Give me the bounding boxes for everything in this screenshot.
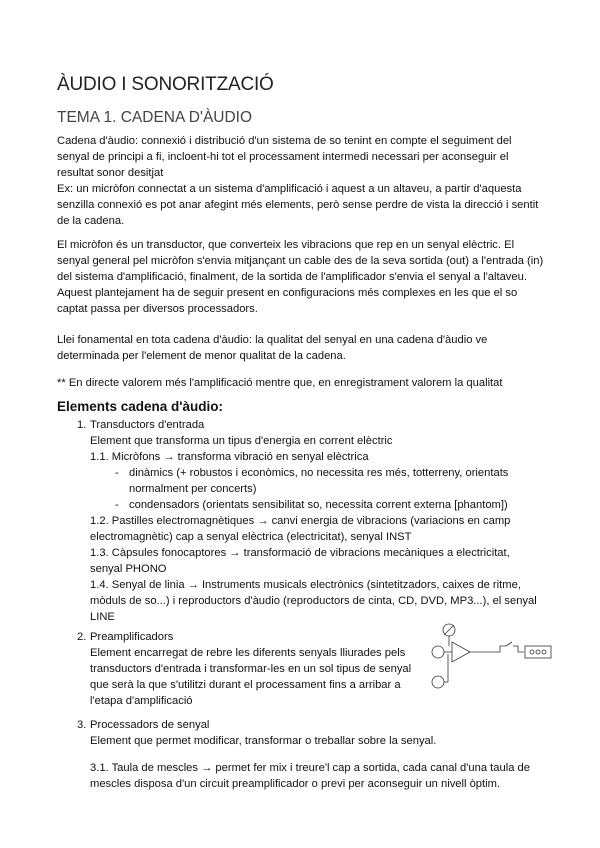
text-line: Element que permet modificar, transformar o treballar sobre la senyal. (90, 735, 437, 747)
item-number: 1. (77, 419, 87, 431)
output-box-icon (525, 646, 551, 658)
text-line: l'etapa d'amplificació (90, 695, 193, 707)
item-title: Preamplificadors (90, 631, 174, 643)
text-line: Cadena d'àudio: connexió i distribució d'un sistema de so tenint en compte el seguiment del (57, 135, 512, 147)
text-line: 1.2. Pastilles electromagnètiques → canvi energia de vibracions (variacions en camp (90, 515, 511, 527)
text-line: captat passa per diversos processadors. (57, 303, 258, 315)
xlr-input-icon (432, 646, 444, 658)
text-line: mòduls de so...) i reproductors d'àudio (reproductors de cinta, CD, DVD, MP3...), el senyal (90, 595, 537, 607)
text-line: normalment per concerts) (129, 483, 257, 495)
text-line: 3.1. Taula de mescles → permet fer mix i treure'l cap a sortida, cada canal d'una taula de (90, 762, 530, 774)
text-line: electromagnètic) cap a senyal elèctrica (electricitat), senyal INST (90, 531, 412, 543)
text-line: senzilla connexió es pot anar afegint més elements, però sense perdre de vista la direcció i sentit (57, 199, 539, 211)
text-line: 1.4. Senyal de linia → Instruments musicals electrònics (sintetitzadors, caixes de ritme, (90, 579, 521, 591)
text-line: transductors d'entrada i transformar-les en un sol tipus de senyal (90, 663, 412, 675)
note-line: ** En directe valorem més l'amplificació mentre que, en enregistrament valorem la qualitat (57, 377, 503, 389)
text-line: Aquest plantejament ha de seguir present en configuracions més complexes en les que el so (57, 287, 518, 299)
dash-bullet: - (115, 499, 119, 511)
section-title: TEMA 1. CADENA D'ÀUDIO (57, 109, 253, 126)
xlr-input-icon (432, 676, 444, 688)
list-item-3 (57, 717, 577, 792)
list-item-1 (57, 417, 577, 625)
text-line: determinada per l'element de menor qualitat de la cadena. (57, 350, 346, 362)
microphone-paragraph (57, 237, 577, 317)
text-line: Llei fonamental en tota cadena d'àudio: la qualitat del senyal en una cadena d'àudio ve (57, 334, 488, 346)
law-paragraph (57, 332, 577, 364)
text-line: senyal general pel micròfon s'envia mitjançant un cable des de la seva sortida (out) a l'entrada (in) (57, 255, 544, 267)
text-line: El micròfon és un transductor, que converteix les vibracions que rep en un senyal elèctric. El (57, 239, 515, 251)
switch-icon (506, 642, 512, 646)
intro-paragraph (57, 133, 577, 229)
item-title: Transductors d'entrada (90, 419, 205, 431)
text-line: que serà la que s'utilitzi durant el processament fins a arribar a (90, 679, 401, 691)
item-title: Processadors de senyal (90, 719, 210, 731)
text-line: mescles disposa d'un circuit preamplificador o previ per aconseguir un nivell òptim. (90, 778, 501, 790)
document-title: ÀUDIO I SONORITZACIÓ (57, 74, 274, 95)
item-number: 3. (77, 719, 87, 731)
preamp-circuit-diagram (428, 622, 553, 694)
dash-bullet: - (115, 467, 119, 479)
text-line: senyal PHONO (90, 563, 167, 575)
text-line: resultat sonor desitjat (57, 167, 164, 179)
text-line: LINE (90, 611, 115, 623)
elements-heading: Elements cadena d'àudio: (57, 399, 224, 414)
text-line: Element que transforma un tipus d'energia en corrent elèctric (90, 435, 393, 447)
text-line: de la cadena. (57, 215, 125, 227)
text-line: 1.1. Micròfons → transforma vibració en senyal elèctrica (90, 451, 369, 463)
text-line: dinàmics (+ robustos i econòmics, no necessita res més, totterreny, orientats (129, 467, 509, 479)
text-line: condensadors (orientats sensibilitat so, necessita corrent externa [phantom]) (129, 499, 508, 511)
amplifier-icon (452, 642, 470, 662)
text-line: Element encarregat de rebre les diferents senyals lliurades pels (90, 647, 406, 659)
item-number: 2. (77, 631, 87, 643)
text-line: del sistema d'amplificació, finalment, de la sortida de l'amplificador s'envia el senyal a l'altaveu. (57, 271, 527, 283)
text-line: 1.3. Càpsules fonocaptores → transformació de vibracions mecàniques a electricitat, (90, 547, 510, 559)
text-line: Ex: un micròfon connectat a un sistema d'amplificació i aquest a un altaveu, a partir d'aquesta (57, 183, 522, 195)
text-line: senyal de principi a fi, incloent-hi tot el processament intermedi necessari per aconseguir el (57, 151, 509, 163)
